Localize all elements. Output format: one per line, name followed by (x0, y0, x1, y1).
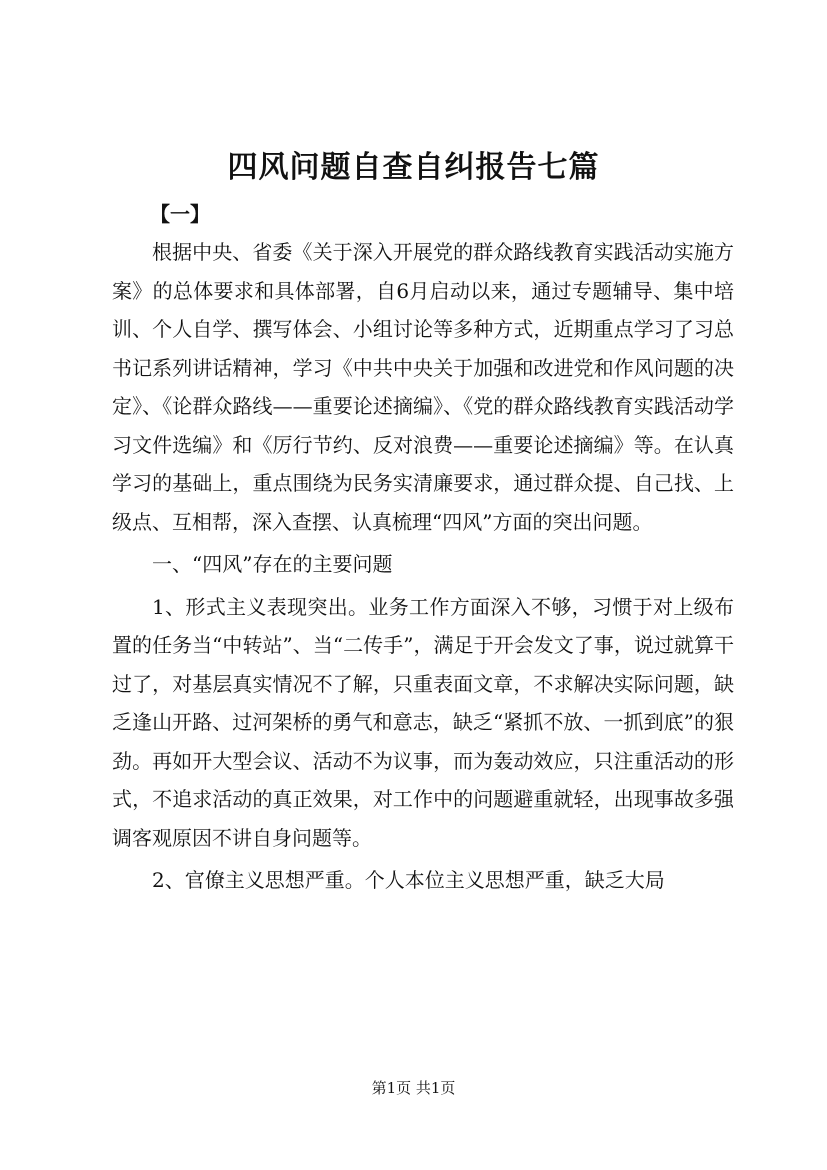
document-body (112, 233, 734, 900)
paragraph-bureaucracy: 2、官僚主义思想严重。个人本位主义思想严重，缺乏大局 (152, 868, 665, 892)
paragraph-formalism: 1、形式主义表现突出。业务工作方面深入不够，习惯于对上级布置的任务当“中转站”、当“二传手”，满足于开会发文了事，说过就算干过了，对基层真实情况不了解，只重表面文章，不求解决实际问题，缺乏逢山开路、过河架桥的勇气和意志，缺乏“紧抓不放、一抓到底”的狠劲。再如开大型会议、活动不为议事，而为轰动效应，只注重活动的形式，不追求活动的真正效果，对工作中的问题避重就轻，出现事故多强调客观原因不讲自身问题等。 (112, 594, 734, 850)
document-title: 四风问题自查自纠报告七篇 (227, 150, 600, 185)
section-heading: 一、“四风”存在的主要问题 (152, 552, 393, 576)
paragraph-intro: 根据中央、省委《关于深入开展党的群众路线教育实践活动实施方案》的总体要求和具体部署，自6月启动以来，通过专题辅导、集中培训、个人自学、撰写体会、小组讨论等多种方式，近期重点学习了习总书记系列讲话精神，学习《中共中央关于加强和改进党和作风问题的决定》、《论群众路线——重要论述摘编》、《党的群众路线教育实践活动学习文件选编》和《厉行节约、反对浪费——重要论述摘编》等。在认真学习的基础上，重点围绕为民务实清廉要求，通过群众提、自己找、上级点、互相帮，深入查摆、认真梳理“四风”方面的突出问题。 (112, 240, 734, 534)
section-marker: 【一】 (150, 202, 210, 226)
page-footer: 第1页 共1页 (371, 1079, 456, 1097)
